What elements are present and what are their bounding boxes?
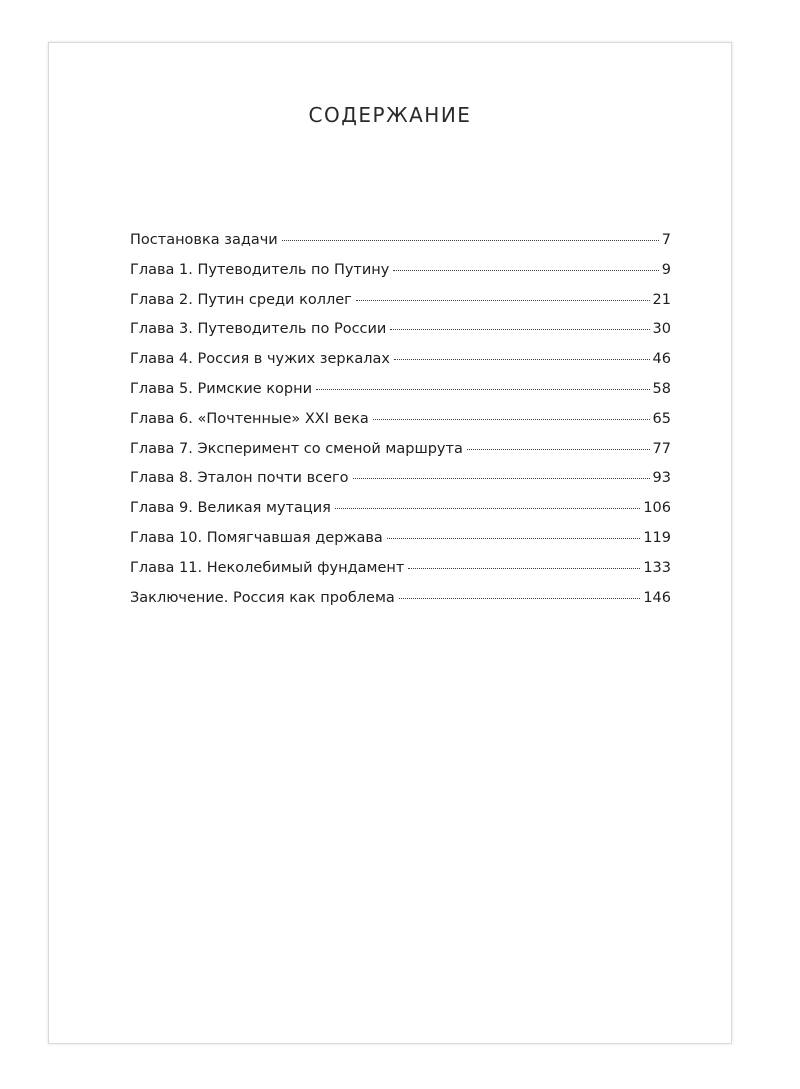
toc-entry-page: 7	[661, 232, 671, 248]
document-page	[48, 42, 732, 1044]
dot-leader	[387, 538, 641, 539]
toc-entry-label: Глава 6. «Почтенные» XXI века	[130, 410, 369, 427]
toc-entry[interactable]	[130, 321, 671, 351]
table-of-contents	[130, 232, 671, 619]
toc-entry-label: Постановка задачи	[130, 232, 278, 248]
toc-entry-label: Глава 9. Великая мутация	[130, 500, 331, 517]
toc-entry[interactable]	[130, 351, 671, 381]
toc-entry-label: Глава 5. Римские корни	[130, 380, 313, 397]
toc-entry[interactable]	[130, 590, 671, 620]
toc-entry-page: 30	[652, 321, 671, 338]
toc-entry[interactable]	[130, 381, 671, 411]
toc-entry-label: Глава 2. Путин среди коллег	[130, 291, 352, 308]
dot-leader	[356, 300, 650, 301]
toc-entry-page: 146	[643, 589, 671, 606]
dot-leader	[282, 240, 659, 241]
dot-leader	[467, 449, 650, 450]
toc-entry-page: 21	[652, 291, 671, 308]
toc-entry[interactable]	[130, 292, 671, 322]
dot-leader	[408, 568, 640, 569]
dot-leader	[373, 419, 650, 420]
toc-entry-label: Глава 3. Путеводитель по России	[130, 321, 387, 338]
dot-leader	[394, 359, 650, 360]
toc-entry-label: Глава 11. Неколебимый фундамент	[130, 559, 405, 576]
toc-entry-label: Глава 1. Путеводитель по Путину	[130, 261, 390, 278]
toc-entry[interactable]	[130, 411, 671, 441]
toc-entry-page: 77	[652, 440, 671, 457]
dot-leader	[390, 329, 649, 330]
toc-entry[interactable]	[130, 470, 671, 500]
toc-entry[interactable]	[130, 500, 671, 530]
toc-entry-page: 9	[661, 261, 671, 278]
toc-entry[interactable]	[130, 560, 671, 590]
toc-entry-page: 106	[643, 500, 671, 517]
toc-entry[interactable]	[130, 530, 671, 560]
toc-entry-label: Заключение. Россия как проблема	[130, 589, 395, 606]
page-title: СОДЕРЖАНИЕ	[308, 103, 472, 127]
dot-leader	[335, 508, 640, 509]
toc-entry[interactable]	[130, 232, 671, 262]
toc-entry[interactable]	[130, 262, 671, 292]
toc-entry-label: Глава 7. Эксперимент со сменой маршрута	[130, 440, 463, 457]
toc-entry-page: 58	[652, 380, 671, 397]
dot-leader	[316, 389, 650, 390]
dot-leader	[393, 270, 658, 271]
toc-entry-page: 133	[643, 559, 671, 576]
toc-entry[interactable]	[130, 441, 671, 471]
dot-leader	[399, 598, 641, 599]
dot-leader	[353, 478, 650, 479]
toc-entry-page: 65	[652, 410, 671, 427]
toc-entry-page: 46	[652, 351, 671, 368]
toc-entry-label: Глава 10. Помягчавшая держава	[130, 529, 383, 546]
toc-entry-page: 93	[652, 470, 671, 487]
toc-entry-page: 119	[643, 529, 671, 546]
toc-entry-label: Глава 4. Россия в чужих зеркалах	[130, 351, 390, 368]
toc-entry-label: Глава 8. Эталон почти всего	[130, 470, 349, 487]
